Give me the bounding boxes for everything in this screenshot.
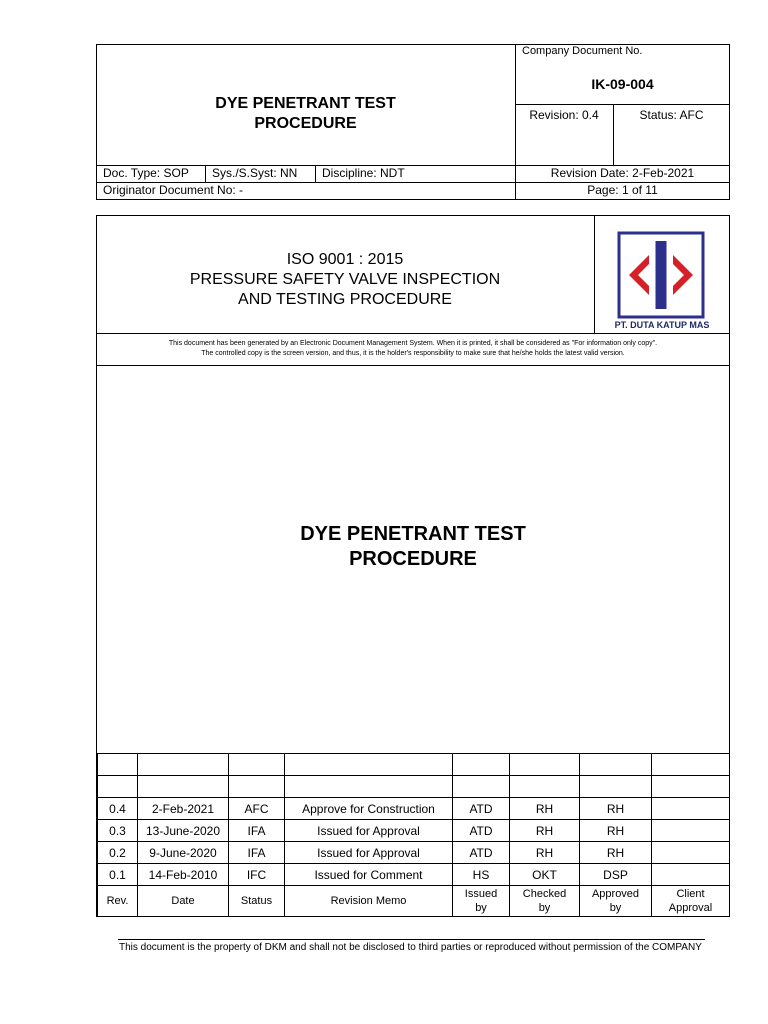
client-cell — [652, 864, 730, 886]
table-row — [98, 842, 730, 864]
memo-cell: Issued for Approval — [285, 842, 453, 864]
header-client-line1: Client — [676, 888, 705, 900]
date-cell: 2-Feb-2021 — [138, 798, 229, 820]
checked-cell: OKT — [510, 864, 580, 886]
checked-cell: RH — [510, 820, 580, 842]
revision-date: Revision Date: 2-Feb-2021 — [550, 166, 695, 180]
header-issued — [453, 886, 510, 917]
rev-cell: 0.1 — [98, 864, 138, 886]
client-cell — [652, 820, 730, 842]
approved-cell: RH — [580, 798, 652, 820]
document-title-line2: PROCEDURE — [254, 115, 357, 132]
notice-line2: The controlled copy is the screen version, and thus, it is the holder's responsibility to make sure that he/she holds the latest valid version. — [201, 350, 625, 357]
company-logo — [617, 231, 705, 319]
approved-cell: RH — [580, 842, 652, 864]
approved-cell: DSP — [580, 864, 652, 886]
checked-cell: RH — [510, 842, 580, 864]
document-title — [96, 94, 515, 134]
status-cell: IFC — [229, 864, 285, 886]
header-approved — [580, 886, 652, 917]
table-row — [98, 864, 730, 886]
header-rev: Rev. — [98, 886, 138, 917]
header-divider-docno — [515, 104, 730, 105]
doc-type: Doc. Type: SOP — [103, 166, 189, 180]
date-cell: 9-June-2020 — [138, 842, 229, 864]
issued-cell: ATD — [453, 820, 510, 842]
company-doc-label: Company Document No. — [522, 45, 643, 57]
header-divider-sys — [315, 165, 316, 182]
cover-divider-notice — [96, 365, 730, 366]
main-title — [96, 522, 730, 572]
cover-divider-top — [96, 333, 730, 334]
header-status: Status — [229, 886, 285, 917]
table-header-row — [98, 886, 730, 917]
discipline: Discipline: NDT — [322, 166, 405, 180]
notice-line1: This document has been generated by an Electronic Document Management System. When it is printed, it shall be considered as "For information only copy". — [168, 340, 658, 347]
cover-logo-divider — [594, 215, 595, 333]
header-divider-doctype — [205, 165, 206, 182]
header-checked — [510, 886, 580, 917]
document-title-line1: DYE PENETRANT TEST — [215, 95, 396, 112]
main-title-line1: DYE PENETRANT TEST — [300, 523, 526, 545]
header-memo: Revision Memo — [285, 886, 453, 917]
header-approved-line1: Approved — [591, 888, 640, 900]
revision-label: Revision: 0.4 — [529, 108, 599, 122]
issued-cell: ATD — [453, 798, 510, 820]
client-cell — [652, 842, 730, 864]
status-cell: IFA — [229, 820, 285, 842]
sys-syst: Sys./S.Syst: NN — [212, 166, 298, 180]
rev-cell: 0.2 — [98, 842, 138, 864]
header-client — [652, 886, 730, 917]
header-checked-line1: Checked — [522, 888, 567, 900]
company-name: PT. DUTA KATUP MAS — [614, 320, 710, 330]
header-date: Date — [138, 886, 229, 917]
company-doc-number: IK-09-004 — [591, 76, 654, 92]
iso-standard: ISO 9001 : 2015 — [286, 251, 404, 268]
approved-cell: RH — [580, 820, 652, 842]
header-issued-line2: by — [475, 902, 487, 914]
memo-cell: Approve for Construction — [285, 798, 453, 820]
date-cell: 13-June-2020 — [138, 820, 229, 842]
issued-cell: HS — [453, 864, 510, 886]
memo-cell: Issued for Comment — [285, 864, 453, 886]
status-label: Status: AFC — [639, 108, 704, 122]
main-title-line2: PROCEDURE — [349, 548, 477, 570]
status-cell: AFC — [229, 798, 285, 820]
originator-doc-no: Originator Document No: - — [103, 183, 244, 197]
cover-subtitle-line1: PRESSURE SAFETY VALVE INSPECTION — [189, 271, 501, 288]
table-row-empty — [98, 776, 730, 798]
table-row — [98, 820, 730, 842]
rev-cell: 0.3 — [98, 820, 138, 842]
cover-subtitle-line2: AND TESTING PROCEDURE — [238, 291, 452, 308]
rev-cell: 0.4 — [98, 798, 138, 820]
table-row — [98, 798, 730, 820]
checked-cell: RH — [510, 798, 580, 820]
memo-cell: Issued for Approval — [285, 820, 453, 842]
date-cell: 14-Feb-2010 — [138, 864, 229, 886]
table-row-empty — [98, 754, 730, 776]
issued-cell: ATD — [453, 842, 510, 864]
status-cell: IFA — [229, 842, 285, 864]
header-approved-line2: by — [609, 902, 622, 914]
header-issued-line1: Issued — [464, 888, 498, 900]
footer-rule — [118, 939, 705, 940]
header-checked-line2: by — [538, 902, 551, 914]
footer-text: This document is the property of DKM and shall not be disclosed to third parties or reproduced without permission of the COMPANY — [119, 942, 702, 953]
revision-table — [97, 753, 730, 917]
header-client-line2: Approval — [668, 902, 713, 914]
cover-heading — [96, 250, 594, 310]
page-number: Page: 1 of 11 — [587, 183, 658, 197]
document-notice — [96, 339, 730, 359]
client-cell — [652, 798, 730, 820]
